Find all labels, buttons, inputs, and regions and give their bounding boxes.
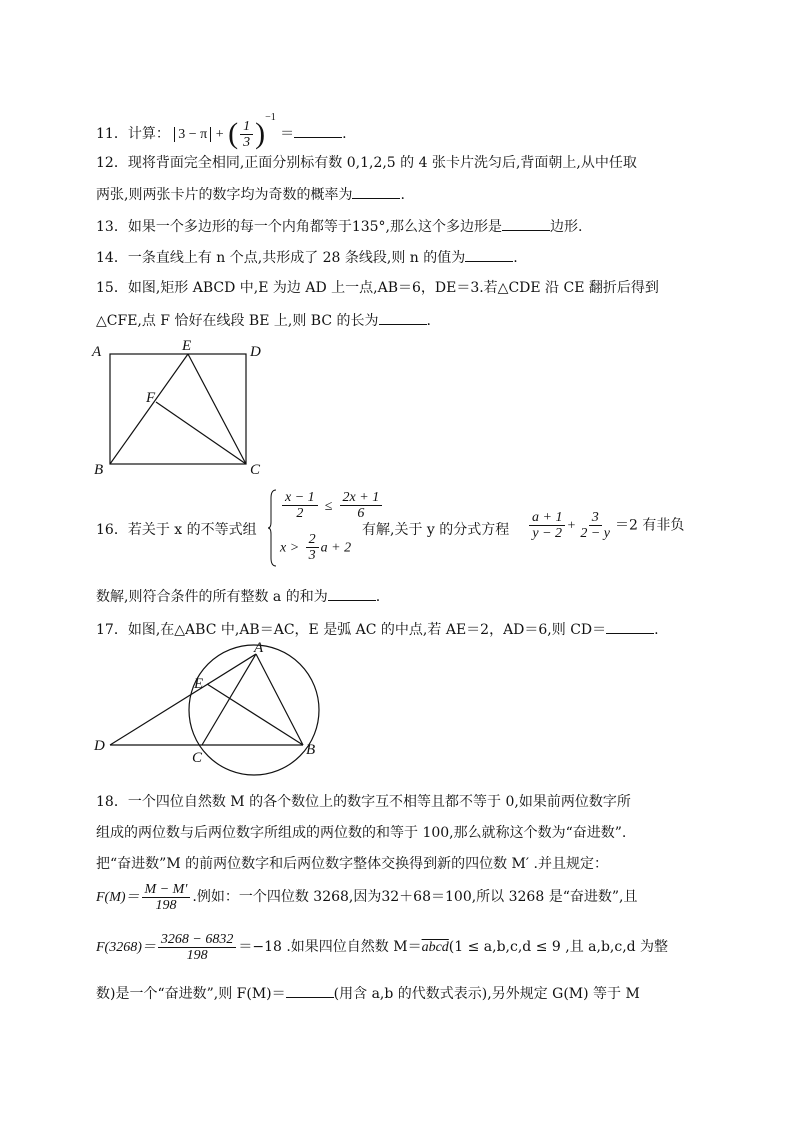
- inequality-1: [280, 490, 384, 521]
- label-e: E: [182, 338, 192, 354]
- question-13: [96, 216, 582, 237]
- segment-eb: [207, 684, 303, 745]
- question-text: 有解,关于 y 的分式方程: [362, 522, 510, 538]
- question-11: [96, 108, 347, 150]
- question-number: 13．: [96, 219, 128, 235]
- question-number: 17．: [96, 622, 128, 638]
- question-text: 数解,则符合条件的所有整数 a 的和为: [96, 589, 328, 605]
- circle: [189, 645, 319, 775]
- fraction: $\frac{M - M'}{198}$: [142, 882, 191, 913]
- segment-fc: [156, 402, 246, 464]
- segment-da: [110, 654, 256, 745]
- question-number: 12．: [96, 155, 128, 171]
- function-lhs: F(3268)＝: [96, 940, 156, 955]
- answer-blank[interactable]: [352, 184, 400, 199]
- label-b: B: [306, 742, 316, 758]
- question-17: [96, 619, 659, 640]
- rectangle-figure: [88, 336, 278, 476]
- segment-ab: [256, 654, 303, 745]
- label-a: A: [92, 344, 102, 360]
- answer-blank[interactable]: [379, 310, 427, 325]
- label-c: C: [250, 462, 261, 476]
- question-12-line2: [96, 184, 405, 205]
- fraction: $\frac{a + 1}{y - 2}$: [529, 510, 565, 541]
- question-text: 若关于 x 的不等式组: [127, 522, 257, 538]
- equals-sign: ＝: [280, 126, 295, 142]
- fraction: $\frac{3}{2 - y}$: [580, 510, 611, 541]
- question-18-line6: [96, 983, 640, 1004]
- question-text: 两张,则两张卡片的数字均为奇数的概率为: [96, 187, 353, 203]
- fraction: $\frac{3268 - 6832}{198}$: [158, 932, 236, 963]
- question-15-line1: [96, 278, 659, 298]
- question-text: (用含 a,b 的代数式表示),另外规定 G(M) 等于 M: [333, 986, 640, 1002]
- label-a: A: [254, 640, 264, 656]
- question-14: [96, 247, 518, 268]
- question-18-line2: [96, 823, 626, 843]
- left-paren: (: [228, 117, 239, 150]
- question-18-line1: [96, 792, 631, 812]
- question-16-line1: [96, 520, 257, 540]
- answer-blank[interactable]: [606, 619, 654, 634]
- question-18-line5: [96, 930, 668, 965]
- question-text-end: 边形.: [550, 219, 583, 235]
- inequality-2: x > $\frac{2}{3}$ a + 2: [280, 532, 352, 563]
- plus-sign: +: [567, 518, 576, 534]
- period: .: [426, 313, 431, 329]
- question-12-line1: [96, 153, 637, 173]
- exponent: −1: [265, 112, 276, 123]
- period: .: [400, 187, 405, 203]
- period: .: [342, 126, 347, 142]
- right-paren: ): [255, 117, 266, 150]
- segment-ec: [188, 354, 246, 464]
- answer-blank[interactable]: [328, 586, 376, 601]
- circle-figure: [88, 640, 338, 780]
- question-18-line3: [96, 854, 608, 874]
- question-text: 现将背面完全相同,正面分别标有数 0,1,2,5 的 4 张卡片洗匀后,背面朝上,从中任取: [127, 155, 637, 171]
- answer-blank[interactable]: [294, 123, 342, 138]
- label-e: E: [194, 676, 204, 692]
- question-text: 如图,矩形 ABCD 中,E 为边 AD 上一点,AB＝6，DE＝3.若△CDE 沿 CE 翻折后得到: [127, 280, 659, 296]
- answer-blank[interactable]: [286, 983, 334, 998]
- question-16-mid: [362, 520, 509, 540]
- question-text: 一条直线上有 n 个点,共形成了 28 条线段,则 n 的值为: [127, 250, 466, 266]
- question-text: ＝−18 .如果四位自然数 M＝: [238, 939, 422, 955]
- question-text: .例如：一个四位数 3268,因为32＋68＝100,所以 3268 是“奋进数”,且: [192, 889, 638, 905]
- fraction: $\frac{x - 1}{2}$: [282, 490, 318, 521]
- answer-blank[interactable]: [465, 247, 513, 262]
- question-16-line2: [96, 586, 380, 607]
- segment-ac: [202, 654, 256, 745]
- question-text: (1 ≤ a,b,c,d ≤ 9 ,且 a,b,c,d 为整: [448, 939, 669, 955]
- rectangle-abcd: [110, 354, 246, 464]
- question-text: 组成的两位数与后两位数字所组成的两位数的和等于 100,那么就称这个数为“奋进数”.: [96, 825, 627, 841]
- plus-sign: +: [215, 127, 224, 142]
- label-d: D: [250, 344, 261, 360]
- question-18-line4: [96, 880, 637, 915]
- left-brace: [268, 488, 278, 568]
- absolute-value-expr: 3 − π: [174, 127, 211, 142]
- answer-blank[interactable]: [502, 216, 550, 231]
- question-number: 15．: [96, 280, 128, 296]
- question-text: 如图,在△ABC 中,AB＝AC，E 是弧 AC 的中点,若 AE＝2，AD＝6,则 CD＝: [127, 622, 607, 638]
- period: .: [513, 250, 518, 266]
- question-text: 计算：: [127, 126, 170, 142]
- overlined-number: abcd: [421, 940, 449, 955]
- fraction: $\frac{2}{3}$: [306, 532, 319, 563]
- question-number: 11．: [96, 126, 128, 142]
- relation: ≤: [324, 499, 333, 514]
- question-text: △CFE,点 F 恰好在线段 BE 上,则 BC 的长为: [96, 313, 379, 329]
- question-number: 14．: [96, 250, 128, 266]
- fraction-one-third: $\frac{1}{3}$: [240, 119, 253, 150]
- fraction: $\frac{2x + 1}{6}$: [340, 490, 383, 521]
- label-c: C: [192, 750, 203, 766]
- question-number: 16．: [96, 522, 128, 538]
- question-text: 一个四位自然数 M 的各个数位上的数字互不相等且都不等于 0,如果前两位数字所: [127, 794, 631, 810]
- question-text: 数)是一个“奋进数”,则 F(M)＝: [96, 986, 286, 1002]
- question-text: ＝2 有非负: [615, 517, 685, 534]
- fraction-equation: [527, 510, 684, 541]
- label-b: B: [94, 462, 104, 476]
- question-number: 18．: [96, 794, 128, 810]
- label-f: F: [146, 390, 156, 406]
- question-text: 把“奋进数”M 的前两位数字和后两位数字整体交换得到新的四位数 M′ .并且规定：: [96, 856, 608, 872]
- function-lhs: F(M)＝: [96, 890, 140, 905]
- question-text: 如果一个多边形的每一个内角都等于135°,那么这个多边形是: [127, 219, 502, 235]
- segment-eb: [110, 354, 188, 464]
- period: .: [375, 589, 381, 605]
- question-15-line2: [96, 310, 431, 331]
- period: .: [654, 622, 659, 638]
- label-d: D: [94, 738, 105, 754]
